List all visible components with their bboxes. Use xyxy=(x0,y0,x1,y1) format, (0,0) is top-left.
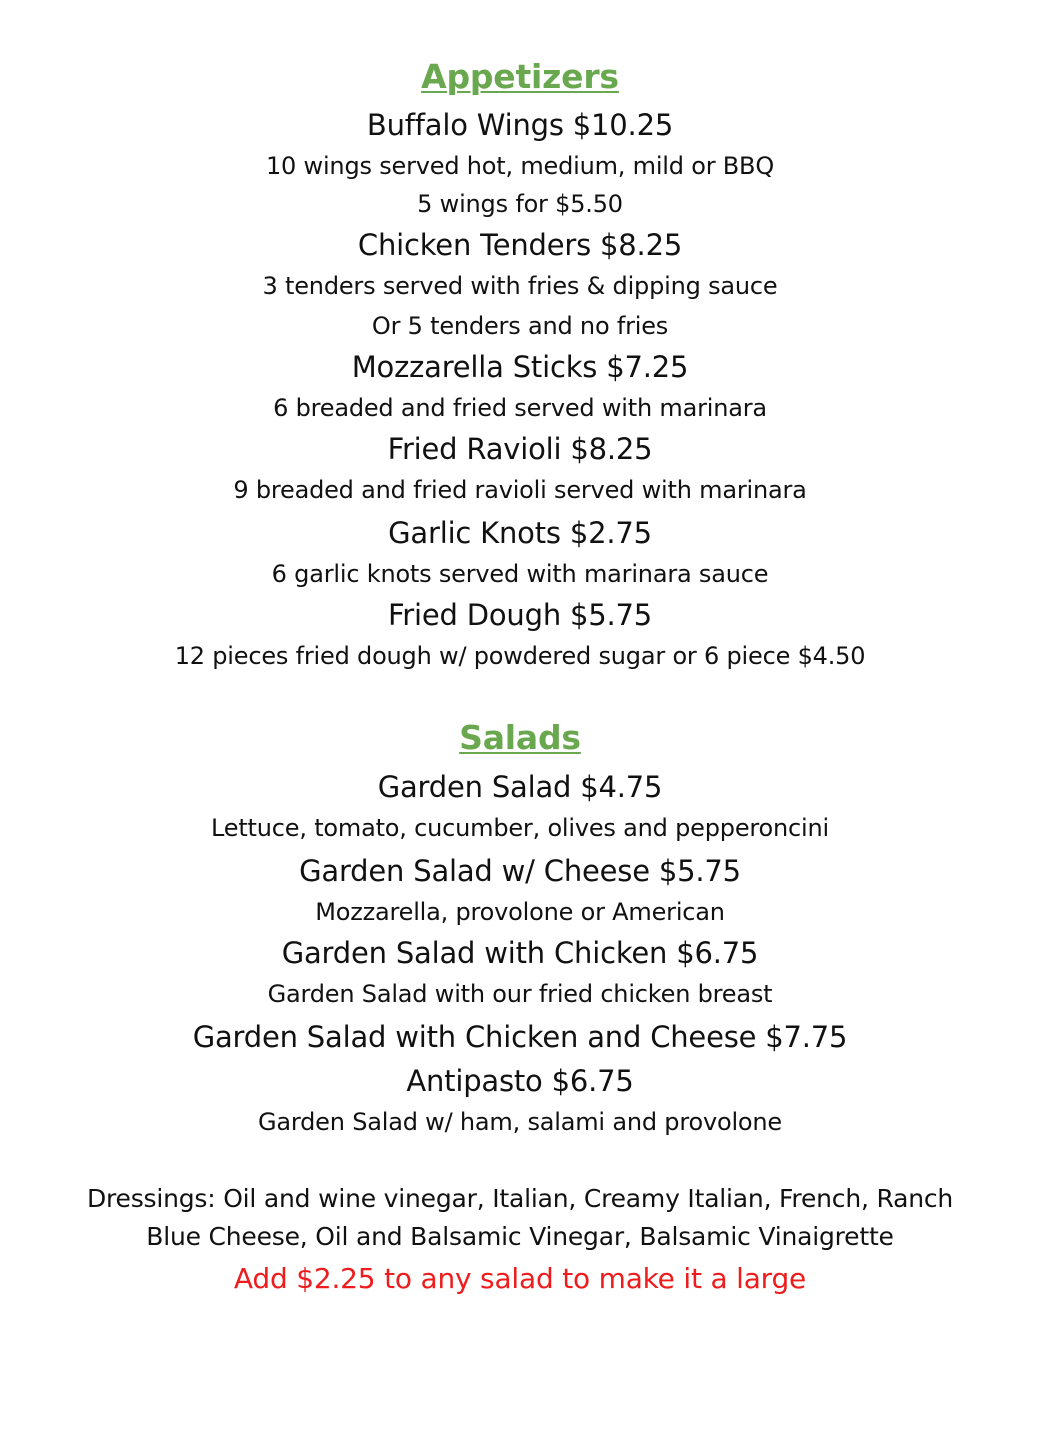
menu-item-description: 6 garlic knots served with marinara sauce xyxy=(271,560,769,588)
menu-item-garden-salad: Garden Salad $4.75 xyxy=(377,770,663,804)
large-salad-note: Add $2.25 to any salad to make it a large xyxy=(233,1262,807,1295)
menu-item-description: Or 5 tenders and no fries xyxy=(371,312,669,340)
menu-item-description: Garden Salad with our fried chicken breast xyxy=(267,980,773,1008)
menu-item-chicken-tenders: Chicken Tenders $8.25 xyxy=(357,228,683,262)
menu-item-description: Lettuce, tomato, cucumber, olives and pepperoncini xyxy=(211,814,829,842)
menu-item-garlic-knots: Garlic Knots $2.75 xyxy=(388,516,652,550)
menu-item-description: 5 wings for $5.50 xyxy=(417,190,623,218)
menu-item-antipasto: Antipasto $6.75 xyxy=(406,1064,634,1098)
menu-item-description: 12 pieces fried dough w/ powdered sugar or 6 piece $4.50 xyxy=(174,642,866,670)
menu-item-description: 9 breaded and fried ravioli served with marinara xyxy=(233,476,807,504)
salads-heading: Salads xyxy=(459,718,581,757)
menu-item-description: 3 tenders served with fries & dipping sauce xyxy=(262,272,778,300)
menu-item-garden-salad-cheese: Garden Salad w/ Cheese $5.75 xyxy=(299,854,741,888)
menu-item-description: Mozzarella, provolone or American xyxy=(315,898,725,926)
menu-item-garden-salad-chicken-cheese: Garden Salad with Chicken and Cheese $7.75 xyxy=(192,1020,848,1054)
dressings-line-2: Blue Cheese, Oil and Balsamic Vinegar, Balsamic Vinaigrette xyxy=(146,1222,894,1251)
menu-item-description: 6 breaded and fried served with marinara xyxy=(273,394,767,422)
appetizers-heading: Appetizers xyxy=(421,57,619,96)
menu-item-mozzarella-sticks: Mozzarella Sticks $7.25 xyxy=(351,350,689,384)
menu-item-buffalo-wings: Buffalo Wings $10.25 xyxy=(366,108,674,142)
menu-item-fried-ravioli: Fried Ravioli $8.25 xyxy=(387,432,653,466)
menu-item-fried-dough: Fried Dough $5.75 xyxy=(387,598,653,632)
menu-item-garden-salad-chicken: Garden Salad with Chicken $6.75 xyxy=(281,936,759,970)
menu-item-description: Garden Salad w/ ham, salami and provolone xyxy=(258,1108,782,1136)
menu-item-description: 10 wings served hot, medium, mild or BBQ xyxy=(265,152,775,180)
dressings-line-1: Dressings: Oil and wine vinegar, Italian, Creamy Italian, French, Ranch xyxy=(86,1184,954,1213)
